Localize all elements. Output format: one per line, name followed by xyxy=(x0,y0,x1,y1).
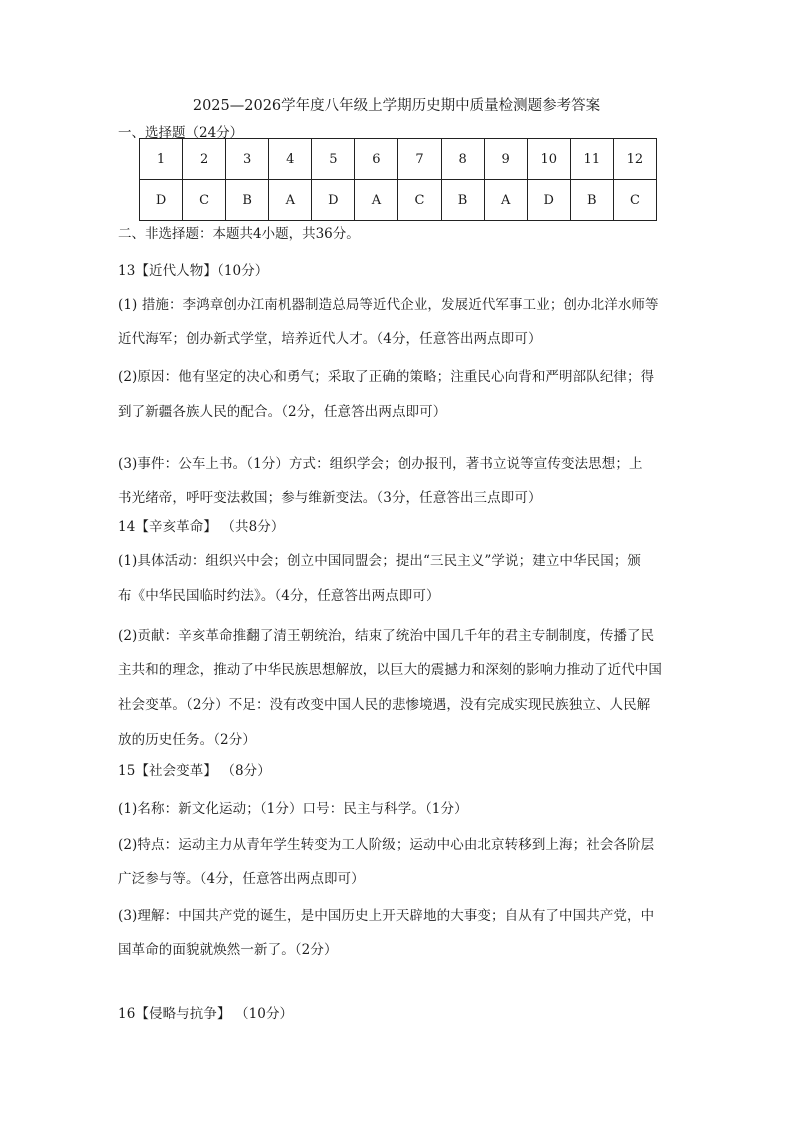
question-number: 5 xyxy=(312,139,355,180)
q15-answer-2-line-2: 广泛参与等。（4分，任意答出两点即可） xyxy=(118,871,365,887)
q14-heading: 14【辛亥革命】 （共8分） xyxy=(118,519,285,535)
question-number: 9 xyxy=(484,139,527,180)
answer-cell: C xyxy=(398,180,441,221)
answer-cell: D xyxy=(527,180,570,221)
q14-answer-1-line-2: 布《中华民国临时约法》。（4分，任意答出两点即可） xyxy=(118,588,440,604)
answer-cell: D xyxy=(140,180,183,221)
q15-answer-2-line-1: (2)特点：运动主力从青年学生转变为工人阶级；运动中心由北京转移到上海；社会各阶层 xyxy=(118,837,655,853)
answer-cell: B xyxy=(226,180,269,221)
answer-table xyxy=(139,138,657,221)
question-number: 3 xyxy=(226,139,269,180)
section2-heading: 二、非选择题：本题共4小题，共36分。 xyxy=(118,226,360,242)
question-number: 11 xyxy=(570,139,613,180)
question-number: 7 xyxy=(398,139,441,180)
q15-answer-3-line-1: (3)理解：中国共产党的诞生，是中国历史上开天辟地的大事变；自从有了中国共产党，中 xyxy=(118,908,655,924)
question-number: 6 xyxy=(355,139,398,180)
answer-cell: B xyxy=(570,180,613,221)
q15-answer-3-line-2: 国革命的面貌就焕然一新了。（2分） xyxy=(118,942,338,958)
q14-answer-2-line-2: 主共和的理念，推动了中华民族思想解放，以巨大的震撼力和深刻的影响力推动了近代中国 xyxy=(118,662,662,678)
q14-answer-2-line-1: (2)贡献：辛亥革命推翻了清王朝统治，结束了统治中国几千年的君主专制制度，传播了民 xyxy=(118,628,655,644)
q13-answer-1-line-2: 近代海军；创办新式学堂，培养近代人才。（4分，任意答出两点即可） xyxy=(118,331,542,347)
question-number: 12 xyxy=(613,139,656,180)
answer-cell: C xyxy=(613,180,656,221)
answer-row xyxy=(140,180,657,221)
answer-cell: A xyxy=(355,180,398,221)
question-number: 1 xyxy=(140,139,183,180)
q15-heading: 15【社会变革】 （8分） xyxy=(118,763,271,779)
q14-answer-2-line-3: 社会变革。（2分）不足：没有改变中国人民的悲惨境遇，没有完成实现民族独立、人民解 xyxy=(118,697,651,713)
q13-answer-3-line-1: (3)事件：公车上书。（1分）方式：组织学会；创办报刊，著书立说等宣传变法思想；上 xyxy=(118,456,643,472)
answer-cell: D xyxy=(312,180,355,221)
question-number-row xyxy=(140,139,657,180)
q13-answer-1-line-1: (1) 措施：李鸿章创办江南机器制造总局等近代企业，发展近代军事工业；创办北洋水师等 xyxy=(118,297,659,313)
q13-heading: 13【近代人物】（10分） xyxy=(118,263,269,279)
page-title: 2025—2026学年度八年级上学期历史期中质量检测题参考答案 xyxy=(192,98,601,114)
section1-heading: 一、选择题（24分） xyxy=(118,125,244,141)
answer-cell: A xyxy=(484,180,527,221)
answer-cell: B xyxy=(441,180,484,221)
question-number: 10 xyxy=(527,139,570,180)
question-number: 4 xyxy=(269,139,312,180)
question-number: 8 xyxy=(441,139,484,180)
q13-answer-2-line-2: 到了新疆各族人民的配合。（2分，任意答出两点即可） xyxy=(118,404,447,420)
answer-cell: C xyxy=(183,180,226,221)
question-number: 2 xyxy=(183,139,226,180)
q16-heading: 16【侵略与抗争】 （10分） xyxy=(118,1006,294,1022)
q14-answer-1-line-1: (1)具体活动：组织兴中会；创立中国同盟会；提出“三民主义”学说；建立中华民国；颁 xyxy=(118,553,642,569)
q13-answer-2-line-1: (2)原因：他有坚定的决心和勇气；采取了正确的策略；注重民心向背和严明部队纪律；得 xyxy=(118,369,655,385)
q13-answer-3-line-2: 书光绪帝，呼吁变法救国；参与维新变法。（3分，任意答出三点即可） xyxy=(118,490,542,506)
q15-answer-1-line-1: (1)名称：新文化运动；（1分）口号：民主与科学。（1分） xyxy=(118,801,468,817)
answer-cell: A xyxy=(269,180,312,221)
q14-answer-2-line-4: 放的历史任务。（2分） xyxy=(118,732,256,748)
